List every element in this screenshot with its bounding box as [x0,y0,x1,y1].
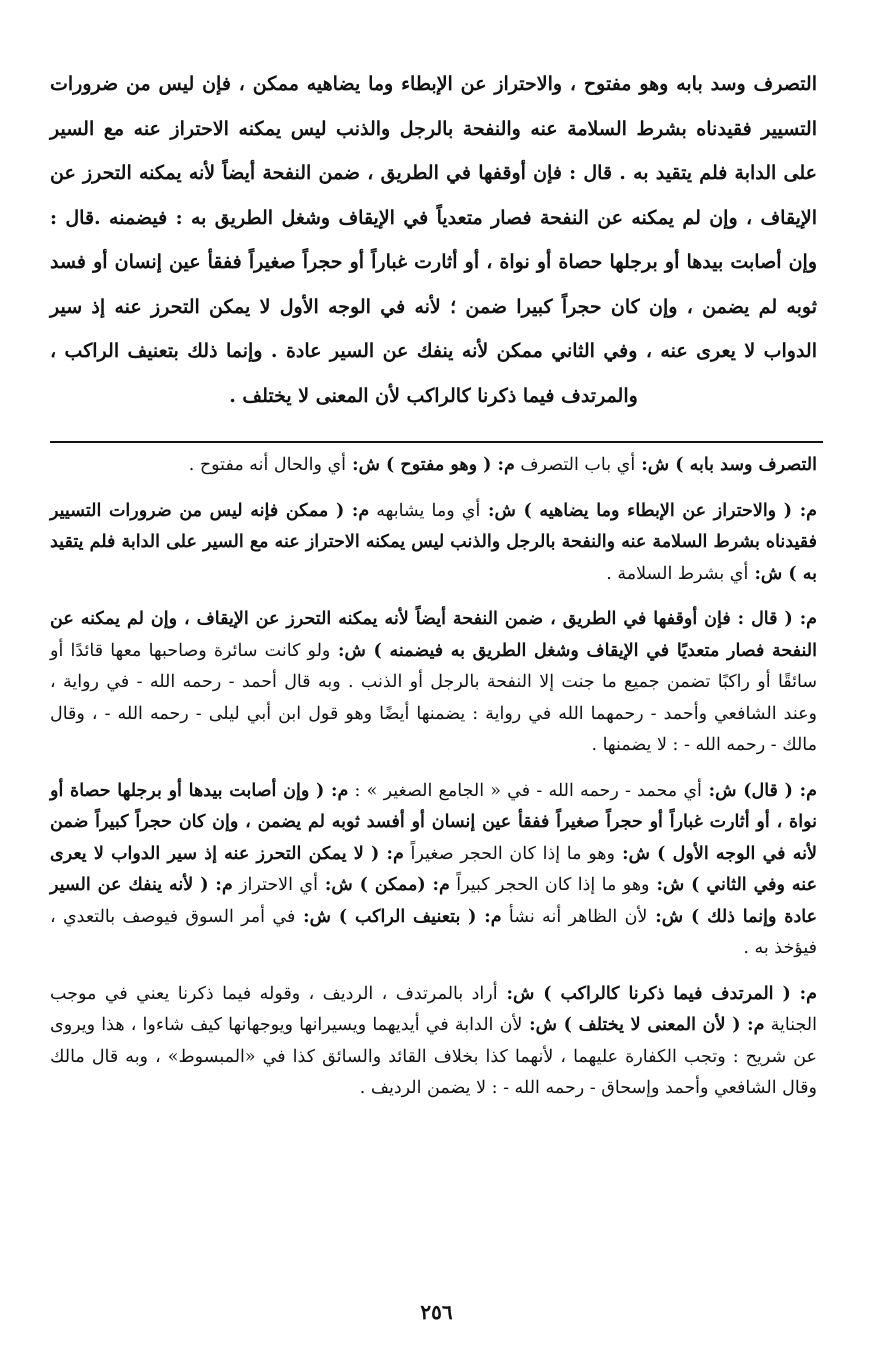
sharh-text: في أمر السوق فيوصف بالتعدي ، فيؤخذ به . [50,906,817,958]
page-number: ٢٥٦ [420,1300,453,1324]
commentary-paragraph-4 [50,776,817,965]
commentary-paragraph-5 [50,979,817,1105]
matn-quote: م: ( المرتدف فيما ذكرنا كالراكب ) ش: [497,983,817,1004]
matn-quote: م: ( والاحتراز عن الإبطاء وما يضاهيه ) ش: [480,500,817,521]
section-divider [50,441,823,443]
matn-quote: التصرف وسد بابه ) ش: [635,455,817,475]
matn-quote: م: ( وإن أصابت بيدها أو برجلها حصاة أو نواة ، أو أثارت غباراً أو حجراً صغيراً ففقأ عين إنسان أو أفسد ثوبه لم يضمن ، وإن كان حجراً كبيراً ضمن لأنه في الوجه الأول ) ش: [50,780,817,864]
sharh-text: وهو ما إذا كان الحجر صغيراً [403,843,615,864]
matn-quote: م: ( بتعنيف الراكب ) ش: [295,906,502,927]
sharh-text: أي والحال أنه مفتوح . [188,455,347,475]
sharh-text: لأن الدابة في أيديهما ويسيرانها ويوجهانها كيف شاءوا ، هذا ويروى عن شريح : وتجب الكفارة عليهما ، لأنهما كذا بخلاف القائد والسائق كذا في «المبسوط» ، وبه قال مالك وقال الشافعي وأحمد وإسحاق - رحمه الله - : لا يضمن الرديف . [50,1015,817,1098]
sharh-text: أي محمد - رحمه الله - في « الجامع الصغير » : [348,780,702,801]
sharh-text: لأن الظاهر أنه نشأ [501,906,648,927]
sharh-text: ولو كانت سائرة وصاحبها معها قائدًا أو سائقًا أو راكبًا تضمن جميع ما جنت إلا النفحة بالرجل أو الذنب . وبه قال أحمد - رحمه الله - في رواية ، وعند الشافعي وأحمد - رحمهما الله في رواية : يضمنها أيضًا وهو قول ابن أبي ليلى - رحمه الله - ، وقال مالك - رحمه الله - : لا يضمنها . [50,640,817,755]
sharh-text: وهو ما إذا كان الحجر كبيراً [449,875,650,895]
matn-quote: م: ( ممكن فإنه ليس من ضرورات التسيير فقيدناه بشرط السلامة عنه والنفحة بالرجل والذنب ليس يمكنه الاحتراز عنه مع السير على الدابة فلم يتقيد به ) ش: [50,500,817,584]
sharh-text: أي بشرط السلامة . [606,563,749,584]
commentary-section [50,450,817,1119]
sharh-text: أي الاحتراز [232,875,318,895]
commentary-paragraph-2 [50,496,817,591]
matn-quote: م: ( قال : فإن أوقفها في الطريق ، ضمن النفحة أيضاً لأنه يمكنه التحرز عن الإيقاف ، وإن لم يمكنه عن النفحة فصار متعديًا في الإيقاف وشغل الطريق به فيضمنه ) ش: [50,609,817,661]
matn-quote: م: ( وهو مفتوح ) ش: [346,455,515,475]
matn-quote: م: ( لا يمكن التحرز عنه إذ سير الدواب لا يعرى عنه وفي الثاني ) ش: [50,843,818,895]
commentary-paragraph-1 [50,450,817,482]
matn-quote: م: (ممكن ) ش: [317,875,450,895]
sharh-text: أي وما يشابهه [369,500,481,521]
matn-quote: م: ( قال) ش: [701,780,817,801]
matn-quote: م: ( لأن المعنى لا يختلف ) ش: [522,1015,765,1035]
sharh-text: أي باب التصرف [514,455,636,475]
sharh-text: أراد بالمرتدف ، الرديف ، وقوله فيما ذكرنا يعني في موجب الجناية [50,983,817,1035]
matn-quote: م: ( لأنه ينفك عن السير عادة وإنما ذلك ) ش: [50,875,818,927]
main-text: التصرف وسد بابه وهو مفتوح ، والاحتراز عن الإبطاء وما يضاهيه ممكن ، فإن ليس من ضرورات التسيير فقيدناه بشرط السلامة عنه والنفحة بالرجل والذنب ليس يمكنه الاحتراز عنه مع السير على الدابة فلم يتقيد به . قال : فإن أوقفها في الطريق ، ضمن النفحة أيضاً لأنه يمكنه التحرز عن الإيقاف ، وإن لم يمكنه عن النفحة فصار متعدياً في الإيقاف وشغل الطريق به : فيضمنه .قال : وإن أصابت بيدها أو برجلها حصاة أو نواة ، أو أثارت غباراً أو حجراً صغيراً ففقأ عين إنسان أو فسد ثوبه لم يضمن ، وإن كان حجراً كبيرا ضمن ؛ لأنه في الوجه الأول لا يمكن التحرز عنه إذ سير الدواب لا يعرى عنه ، وفي الثاني ممكن لأنه ينفك عن السير عادة . وإنما ذلك بتعنيف الراكب ، والمرتدف فيما ذكرنا كالراكب لأن المعنى لا يختلف . [50,73,817,407]
commentary-paragraph-3 [50,604,817,762]
